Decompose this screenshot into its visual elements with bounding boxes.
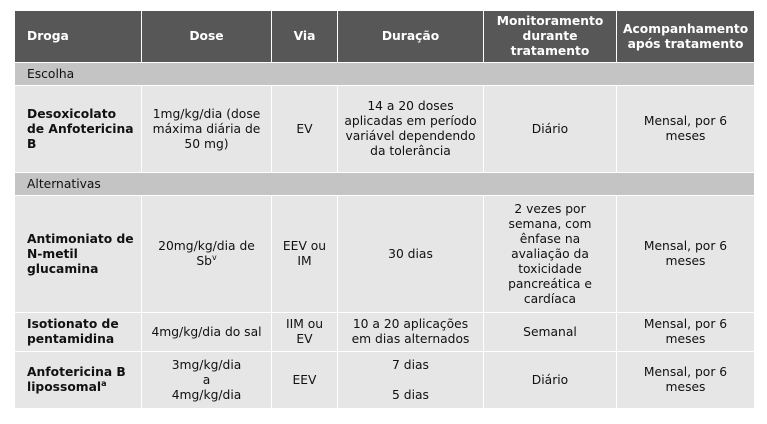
dose-text: 20mg/kg/dia de Sb bbox=[158, 239, 255, 268]
cell-duracao: 10 a 20 aplicações em dias alternados bbox=[338, 313, 484, 352]
header-droga: Droga bbox=[15, 11, 142, 63]
cell-duracao bbox=[338, 352, 484, 409]
cell-dose bbox=[142, 352, 272, 409]
cell-via: IIM ou EV bbox=[272, 313, 338, 352]
table-row bbox=[15, 86, 755, 173]
cell-acompanhamento: Mensal, por 6 meses bbox=[617, 196, 755, 313]
section-label: Alternativas bbox=[15, 173, 755, 196]
cell-duracao: 14 a 20 doses aplicadas em período variável dependendo da tolerância bbox=[338, 86, 484, 173]
table-row bbox=[15, 352, 755, 409]
dose-line: a bbox=[202, 372, 211, 387]
duracao-line: 7 dias bbox=[392, 357, 429, 372]
duracao-line: 5 dias bbox=[392, 387, 429, 402]
cell-droga: Desoxicolato de Anfotericina B bbox=[15, 86, 142, 173]
treatment-table bbox=[14, 10, 755, 409]
cell-monitoramento: Diário bbox=[484, 352, 617, 409]
cell-droga bbox=[15, 352, 142, 409]
cell-droga: Isotionato de pentamidina bbox=[15, 313, 142, 352]
cell-monitoramento: Semanal bbox=[484, 313, 617, 352]
cell-acompanhamento: Mensal, por 6 meses bbox=[617, 86, 755, 173]
header-dose: Dose bbox=[142, 11, 272, 63]
cell-acompanhamento: Mensal, por 6 meses bbox=[617, 352, 755, 409]
dose-line: 3mg/kg/dia bbox=[171, 357, 242, 372]
cell-monitoramento: 2 vezes por semana, com ênfase na avaliação da toxicidade pancreática e cardíaca bbox=[484, 196, 617, 313]
cell-dose: 1mg/kg/dia (dose máxima diária de 50 mg) bbox=[142, 86, 272, 173]
cell-droga: Antimoniato de N-metil glucamina bbox=[15, 196, 142, 313]
cell-via: EEV ou IM bbox=[272, 196, 338, 313]
cell-monitoramento: Diário bbox=[484, 86, 617, 173]
section-row-alternativas bbox=[15, 173, 755, 196]
cell-duracao: 30 dias bbox=[338, 196, 484, 313]
cell-dose bbox=[142, 196, 272, 313]
table-row bbox=[15, 313, 755, 352]
cell-acompanhamento: Mensal, por 6 meses bbox=[617, 313, 755, 352]
section-label: Escolha bbox=[15, 63, 755, 86]
dose-superscript: v bbox=[211, 252, 217, 262]
header-row bbox=[15, 11, 755, 63]
header-duracao: Duração bbox=[338, 11, 484, 63]
droga-text: Anfotericina B lipossomal bbox=[27, 365, 126, 394]
table-row bbox=[15, 196, 755, 313]
dose-line: 4mg/kg/dia bbox=[171, 387, 242, 402]
header-acompanhamento: Acompanhamento após tratamento bbox=[617, 11, 755, 63]
cell-via: EV bbox=[272, 86, 338, 173]
footnote-marker: a bbox=[101, 378, 107, 388]
cell-dose: 4mg/kg/dia do sal bbox=[142, 313, 272, 352]
header-via: Via bbox=[272, 11, 338, 63]
cell-via: EEV bbox=[272, 352, 338, 409]
section-row-escolha bbox=[15, 63, 755, 86]
header-monitoramento: Monitoramento durante tratamento bbox=[484, 11, 617, 63]
